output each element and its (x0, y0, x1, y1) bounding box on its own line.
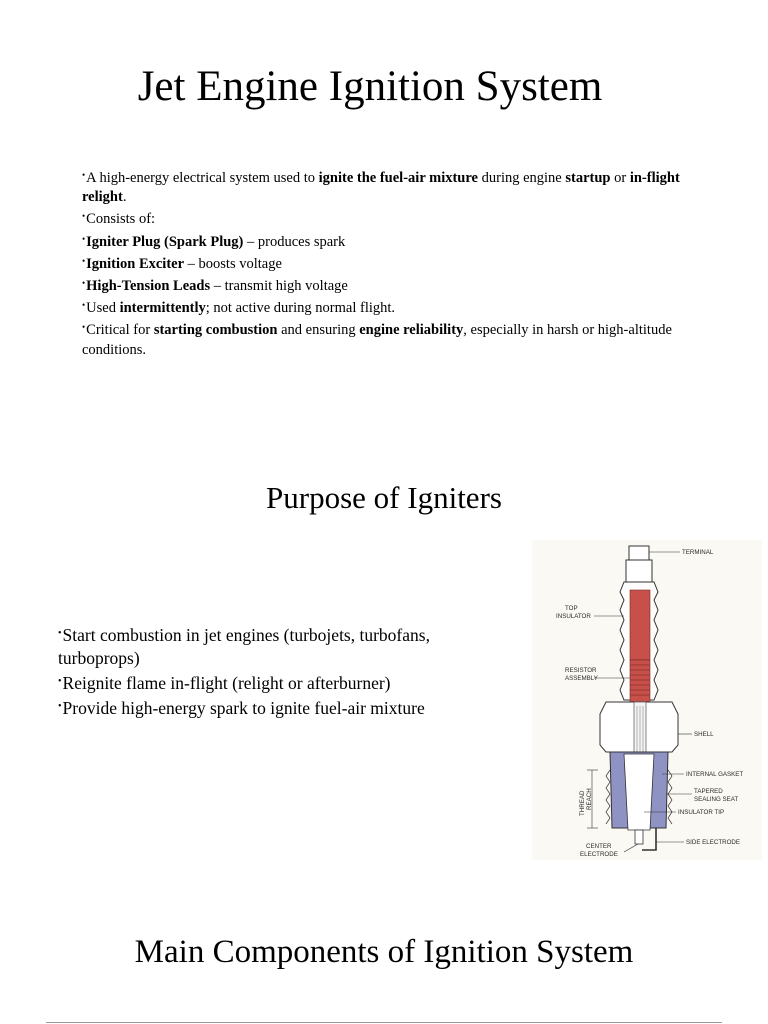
intro-bullet-text: A high-energy electrical system used to (86, 170, 319, 186)
label-side-electrode: SIDE ELECTRODE (686, 839, 740, 846)
intro-bullet (82, 274, 682, 296)
bullet-glyph: • (82, 322, 86, 333)
intro-bullet-text: – boosts voltage (184, 255, 282, 272)
intro-bullet (82, 207, 682, 229)
bullet-glyph: • (82, 278, 86, 289)
intro-bullet-text: intermittently (119, 300, 206, 317)
intro-bullet-text: Ignition Exciter (86, 255, 185, 272)
intro-bullet-text: startup (565, 170, 611, 186)
page-divider (46, 1022, 722, 1023)
intro-bullet-text: starting combustion (153, 322, 278, 339)
purpose-bullet-list (58, 622, 498, 720)
intro-bullet (82, 166, 682, 207)
bullet-glyph: • (82, 255, 86, 266)
label-tapered-sealing-seat: TAPERED (694, 788, 723, 795)
intro-bullet-list (82, 166, 682, 360)
label-thread-reach: REACH (586, 788, 593, 810)
intro-bullet-text: – produces spark (243, 233, 346, 250)
slide-title-purpose: Purpose of Igniters (266, 480, 502, 515)
intro-bullet-text: in-flight relight (82, 170, 680, 206)
bullet-glyph: • (82, 211, 86, 222)
bullet-glyph: • (82, 170, 86, 180)
label-top-insulator: INSULATOR (556, 613, 591, 620)
intro-bullet-text: during engine (477, 170, 566, 186)
intro-bullet-text: and ensuring (277, 322, 360, 339)
slide-title-main-components: Main Components of Ignition System (134, 934, 634, 970)
label-center-electrode: CENTER (586, 843, 612, 850)
intro-bullet-text: Igniter Plug (Spark Plug) (86, 233, 244, 250)
purpose-bullet: •Reignite flame in-flight (relight or afterburner) (58, 673, 391, 693)
intro-bullet-text: or (610, 170, 630, 186)
intro-bullet-text: ignite the fuel-air mixture (318, 170, 478, 186)
intro-bullet (82, 230, 682, 252)
intro-bullet (82, 318, 682, 359)
label-resistor-assembly: RESISTOR (565, 667, 597, 674)
intro-bullet-text: High-Tension Leads (86, 278, 211, 295)
intro-bullet-text: . (122, 189, 127, 206)
intro-bullet-text: Consists of: (86, 211, 156, 228)
intro-bullet-text: engine reliability (359, 322, 464, 339)
slide-title-ignition-system: Jet Engine Ignition System (137, 63, 603, 110)
purpose-bullet: •Provide high-energy spark to ignite fuel-air mixture (58, 698, 425, 718)
label-resistor-assembly: ASSEMBLY (565, 675, 598, 682)
spark-plug-cutaway-figure (532, 540, 762, 860)
intro-bullet-text: ; not active during normal flight. (205, 300, 396, 317)
label-internal-gasket: INTERNAL GASKET (686, 771, 744, 778)
intro-bullet (82, 252, 682, 274)
label-shell: SHELL (694, 731, 714, 738)
purpose-bullet: •Start combustion in jet engines (turbojets, turbofans, turboprops) (58, 625, 430, 668)
label-terminal: TERMINAL (682, 549, 714, 556)
label-tapered-sealing-seat: SEALING SEAT (694, 796, 739, 803)
intro-bullet-text: Used (86, 300, 120, 317)
intro-bullet-text: , especially in harsh or high-altitude conditions. (82, 322, 672, 358)
label-insulator-tip: INSULATOR TIP (678, 809, 725, 816)
label-center-electrode: ELECTRODE (580, 851, 618, 858)
label-top-insulator: TOP (565, 605, 578, 612)
bullet-glyph: • (82, 233, 86, 244)
label-thread-reach: THREAD (579, 790, 586, 816)
intro-bullet-text: Critical for (86, 322, 154, 339)
intro-bullet (82, 296, 682, 318)
intro-bullet-text: – transmit high voltage (210, 278, 348, 295)
bullet-glyph: • (82, 300, 86, 311)
